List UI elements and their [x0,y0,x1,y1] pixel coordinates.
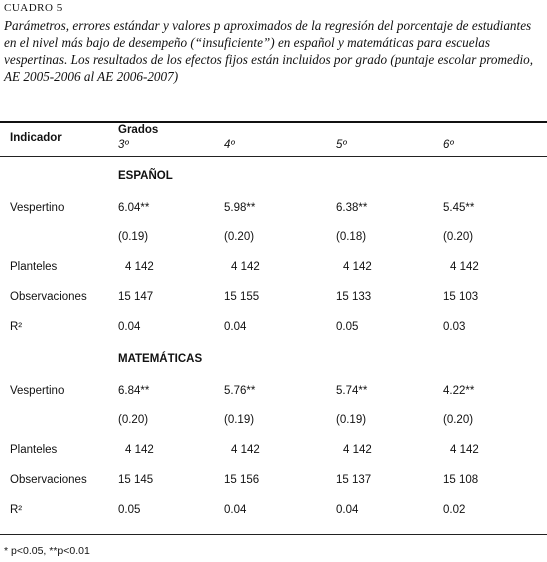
table-cell: 5.74** [336,385,368,397]
row-label: R² [10,504,23,516]
table-cell: (0.20) [118,414,149,426]
table-cell: 4 142 [343,261,372,273]
table-cell: 15 103 [443,291,479,303]
table-cell: (0.19) [224,414,255,426]
table-cell: 5.76** [224,385,256,397]
header-grade-5: 5º [336,139,347,151]
table-cell: 15 133 [336,291,372,303]
table-cell: 4.22** [443,385,475,397]
header-grade-3: 3º [118,139,129,151]
table-cell: 15 155 [224,291,260,303]
table-cell: 0.04 [336,504,359,516]
row-label: Observaciones [10,474,87,486]
bottom-rule [0,534,547,535]
table-cell: 6.38** [336,202,368,214]
row-label: Planteles [10,444,58,456]
row-label: R² [10,321,23,333]
table-cell: 0.04 [224,504,247,516]
table-cell: 5.98** [224,202,256,214]
table-cell: 4 142 [343,444,372,456]
section-title: MATEMÁTICAS [118,353,203,365]
header-rule [0,156,547,157]
table-cell: 0.05 [118,504,141,516]
section-title: ESPAÑOL [118,170,173,182]
table-cell: 4 142 [231,261,260,273]
table-caption: Parámetros, errores estándar y valores p aproximados de la regresión del porcentaje de estudiantes en el nivel más bajo de desempeño (“insuficiente”) en español y matemáticas para escuelas vespertinas. Los resultados de los efectos fijos están incluidos por grado (puntaje escolar promedio, AE 2005-2006 al AE 2006-2007) [4,18,534,84]
table-cell: (0.20) [443,414,474,426]
table-cell: 0.02 [443,504,466,516]
table-cell: (0.19) [118,231,149,243]
table-cell: 15 145 [118,474,154,486]
table-cell: (0.20) [443,231,474,243]
table-cell: 0.03 [443,321,466,333]
header-grade-4: 4º [224,139,235,151]
row-label: Vespertino [10,202,65,214]
table-cell: 0.04 [118,321,141,333]
table-cell: 4 142 [450,444,479,456]
table-cell: (0.20) [224,231,255,243]
table-cell: 15 147 [118,291,154,303]
table-cell: 0.04 [224,321,247,333]
table-label: CUADRO 5 [4,2,63,14]
table-cell: 6.84** [118,385,150,397]
row-label: Observaciones [10,291,87,303]
header-grade-6: 6º [443,139,454,151]
table-cell: 6.04** [118,202,150,214]
table-cell: (0.19) [336,414,367,426]
table-cell: 5.45** [443,202,475,214]
footnote: * p<0.05, **p<0.01 [4,545,90,557]
table-cell: 15 156 [224,474,260,486]
header-grades-title: Grados [118,124,159,136]
table-cell: 0.05 [336,321,359,333]
table-cell: 15 108 [443,474,479,486]
row-label: Vespertino [10,385,65,397]
table-cell: 4 142 [450,261,479,273]
table-cell: 4 142 [231,444,260,456]
table-cell: 4 142 [125,444,154,456]
header-indicator: Indicador [10,132,62,144]
top-rule [0,121,547,123]
table-cell: 15 137 [336,474,372,486]
table-cell: (0.18) [336,231,367,243]
table-cell: 4 142 [125,261,154,273]
row-label: Planteles [10,261,58,273]
